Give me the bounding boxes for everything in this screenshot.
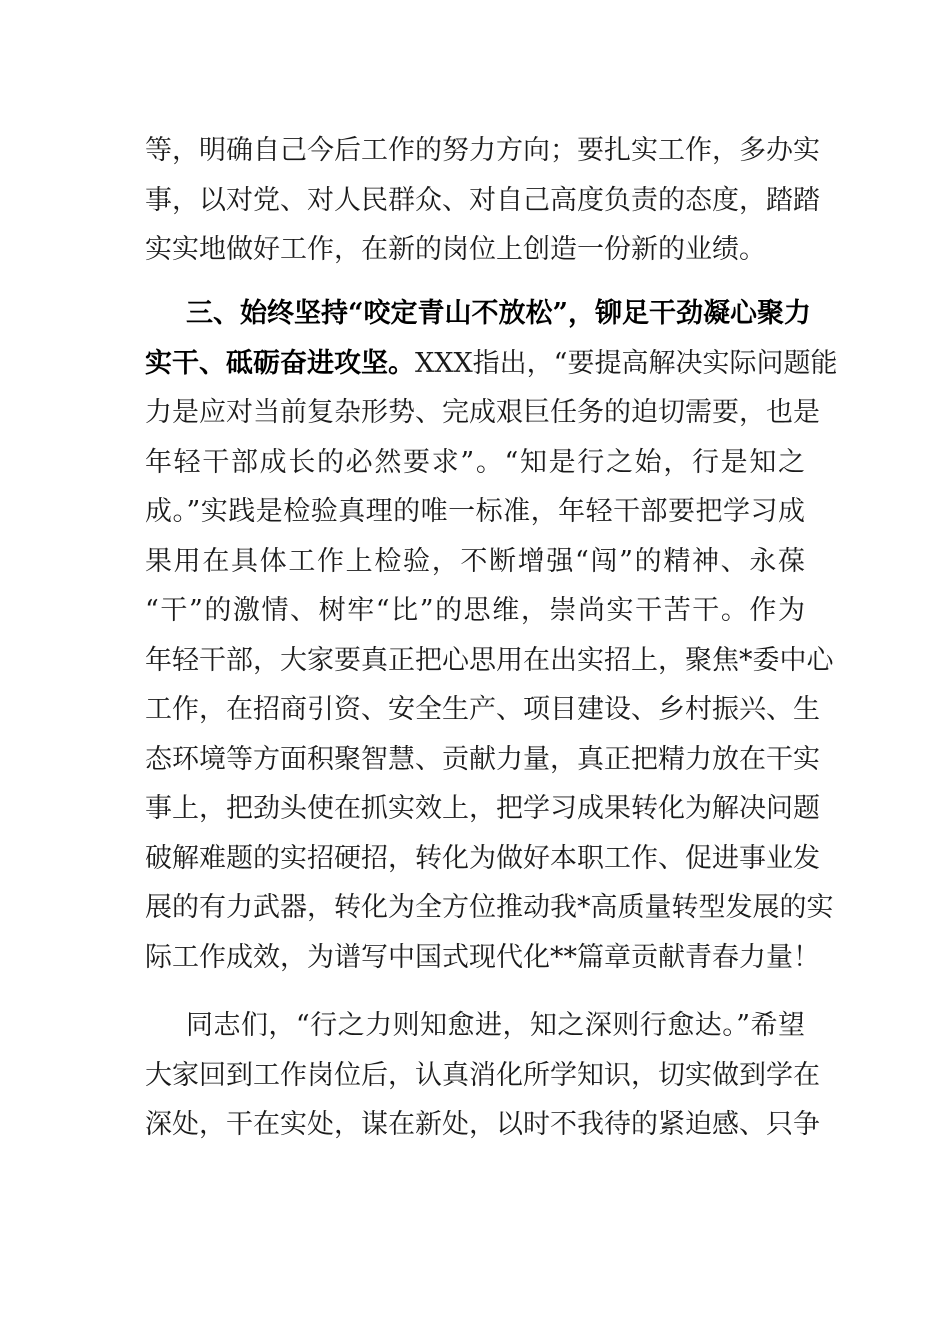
section-heading-line-2: 实干、砥砺奋进攻坚。: [145, 348, 415, 379]
paragraph-2-line-11: 事上，把劲头使在抓实效上，把学习成果转化为解决问题: [145, 793, 820, 824]
section-heading-line-1: 三、始终坚持“咬定青山不放松”，铆足干劲凝心聚力: [186, 298, 812, 329]
paragraph-3-line-3: 深处，干在实处，谋在新处，以时不我待的紧迫感、只争: [145, 1109, 820, 1140]
paragraph-3-line-2: 大家回到工作岗位后，认真消化所学知识，切实做到学在: [145, 1060, 820, 1091]
paragraph-2-line-9: 工作，在招商引资、安全生产、项目建设、乡村振兴、生: [145, 694, 820, 725]
paragraph-3-line-1: 同志们，“行之力则知愈进，知之深则行愈达。”希望: [186, 1010, 805, 1041]
paragraph-2-line-6: 果用在具体工作上检验，不断增强“闯”的精神、永葆: [145, 546, 805, 577]
paragraph-2-line-8: 年轻干部，大家要真正把心思用在出实招上，聚焦*委中心: [145, 645, 834, 676]
paragraph-2-line-12: 破解难题的实招硬招，转化为做好本职工作、促进事业发: [145, 843, 820, 874]
paragraph-2-line-10: 态环境等方面积聚智慧、贡献力量，真正把精力放在干实: [145, 744, 820, 775]
paragraph-2-line-5: 成。”实践是检验真理的唯一标准，年轻干部要把学习成: [145, 496, 805, 527]
paragraph-1-line-3: 实实地做好工作，在新的岗位上创造一份新的业绩。: [145, 234, 766, 265]
paragraph-2-line-2-text: XXX指出，“要提高解决实际问题能: [415, 348, 838, 379]
paragraph-2-line-3: 力是应对当前复杂形势、完成艰巨任务的迫切需要，也是: [145, 397, 820, 428]
paragraph-1-line-1: 等，明确自己今后工作的努力方向；要扎实工作，多办实: [145, 135, 820, 166]
paragraph-2-line-2: [145, 338, 838, 390]
paragraph-1-line-2: 事，以对党、对人民群众、对自己高度负责的态度，踏踏: [145, 185, 820, 216]
paragraph-2-line-4: 年轻干部成长的必然要求”。“知是行之始，行是知之: [145, 447, 805, 478]
paragraph-2-line-7: “干”的激情、树牢“比”的思维，崇尚实干苦干。作为: [145, 595, 805, 626]
paragraph-2-line-14: 际工作成效，为谱写中国式现代化**篇章贡献青春力量！: [145, 942, 820, 973]
paragraph-2-line-13: 展的有力武器，转化为全方位推动我*高质量转型发展的实: [145, 892, 834, 923]
